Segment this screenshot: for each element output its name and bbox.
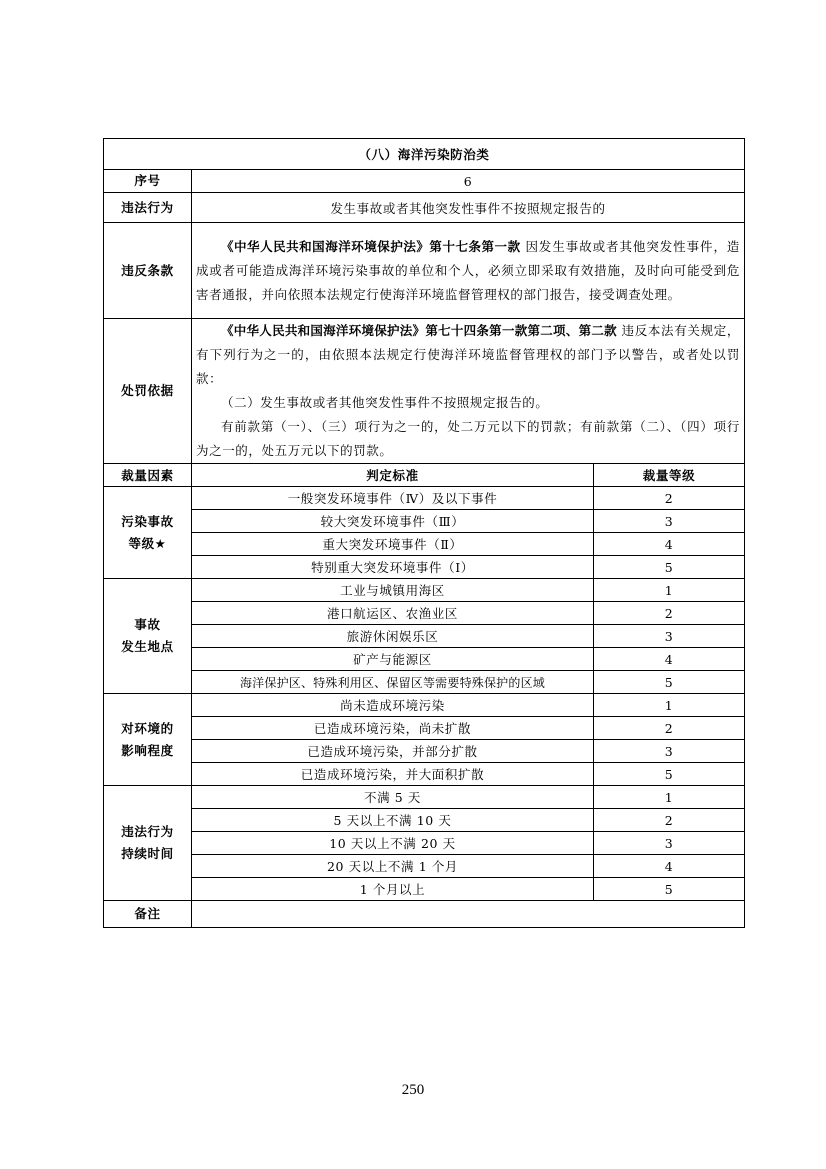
- level-cell: 3: [594, 740, 745, 763]
- criterion-cell: 旅游休闲娱乐区: [192, 625, 594, 648]
- article-text: 因发生事故或者其他突发性事件，造成或者可能造成海洋环境污染事故的单位和个人，必须立即采取有效措施，及时向可能受到危害者通报，并向依照本法规定行使海洋环境监督管理权的部门报告，接受调查处理。: [196, 238, 740, 302]
- table-row: [104, 740, 745, 763]
- level-cell: 2: [594, 602, 745, 625]
- level-cell: 1: [594, 694, 745, 717]
- violation-label: 违法行为: [104, 193, 192, 223]
- level-cell: 4: [594, 533, 745, 556]
- article-content: [192, 223, 745, 319]
- remark-label: 备注: [104, 901, 192, 928]
- level-cell: 4: [594, 648, 745, 671]
- factor-label: 事故 发生地点: [104, 579, 192, 694]
- table-row: [104, 763, 745, 786]
- factor-label: 对环境的 影响程度: [104, 694, 192, 786]
- criterion-cell: 特别重大突发环境事件（Ⅰ）: [192, 556, 594, 579]
- level-cell: 5: [594, 556, 745, 579]
- criterion-cell: 已造成环境污染，尚未扩散: [192, 717, 594, 740]
- table-row: [104, 510, 745, 533]
- criterion-cell: 20 天以上不满 1 个月: [192, 855, 594, 878]
- table-row: [104, 487, 745, 510]
- level-cell: 1: [594, 786, 745, 809]
- criterion-cell: 尚未造成环境污染: [192, 694, 594, 717]
- criterion-cell: 不满 5 天: [192, 786, 594, 809]
- level-cell: 2: [594, 487, 745, 510]
- level-cell: 5: [594, 763, 745, 786]
- serial-value: 6: [192, 170, 745, 193]
- level-cell: 4: [594, 855, 745, 878]
- table-row: [104, 579, 745, 602]
- factor-label: 污染事故 等级★: [104, 487, 192, 579]
- header-standard: 判定标准: [192, 464, 594, 487]
- penalty-item: （二）发生事故或者其他突发性事件不按照规定报告的。: [221, 395, 549, 410]
- page-number: 250: [401, 1082, 425, 1098]
- criterion-cell: 一般突发环境事件（Ⅳ）及以下事件: [192, 487, 594, 510]
- table-row: [104, 878, 745, 901]
- level-cell: 5: [594, 878, 745, 901]
- remark-value: [192, 901, 745, 928]
- level-cell: 3: [594, 510, 745, 533]
- table-row: [104, 671, 745, 694]
- table-row: [104, 533, 745, 556]
- criterion-cell: 海洋保护区、特殊利用区、保留区等需要特殊保护的区域: [192, 671, 594, 694]
- table-row: [104, 556, 745, 579]
- criterion-cell: 工业与城镇用海区: [192, 579, 594, 602]
- criterion-cell: 已造成环境污染，并部分扩散: [192, 740, 594, 763]
- table-row: [104, 855, 745, 878]
- level-cell: 3: [594, 832, 745, 855]
- table-row: [104, 717, 745, 740]
- level-cell: 2: [594, 717, 745, 740]
- table-title: （八）海洋污染防治类: [104, 139, 745, 170]
- criterion-cell: 10 天以上不满 20 天: [192, 832, 594, 855]
- criterion-cell: 较大突发环境事件（Ⅲ）: [192, 510, 594, 533]
- penalty-text: 违反本法有关规定，有下列行为之一的，由依照本法规定行使海洋环境监督管理权的部门予以警告，或者处以罚款：: [196, 323, 741, 386]
- level-cell: 3: [594, 625, 745, 648]
- level-cell: 2: [594, 809, 745, 832]
- table-row: [104, 694, 745, 717]
- penalty-fine: 有前款第（一）、（三）项行为之一的，处二万元以下的罚款；有前款第（二）、（四）项行为之一的，处五万元以下的罚款。: [196, 419, 740, 458]
- penalty-citation: 《中华人民共和国海洋环境保护法》第七十四条第一款第二项、第二款: [221, 323, 617, 338]
- table-row: [104, 648, 745, 671]
- table-row: [104, 786, 745, 809]
- criterion-cell: 重大突发环境事件（Ⅱ）: [192, 533, 594, 556]
- header-level: 裁量等级: [594, 464, 745, 487]
- table-row: [104, 602, 745, 625]
- criterion-cell: 1 个月以上: [192, 878, 594, 901]
- serial-label: 序号: [104, 170, 192, 193]
- penalty-content: [192, 319, 745, 464]
- penalty-label: 处罚依据: [104, 319, 192, 464]
- table-row: [104, 832, 745, 855]
- table-row: [104, 809, 745, 832]
- article-label: 违反条款: [104, 223, 192, 319]
- criterion-cell: 5 天以上不满 10 天: [192, 809, 594, 832]
- violation-value: 发生事故或者其他突发性事件不按照规定报告的: [192, 193, 745, 223]
- penalty-discretion-table: [103, 138, 745, 928]
- article-citation: 《中华人民共和国海洋环境保护法》第十七条第一款: [221, 238, 521, 254]
- header-factor: 裁量因素: [104, 464, 192, 487]
- table-row: [104, 625, 745, 648]
- level-cell: 1: [594, 579, 745, 602]
- level-cell: 5: [594, 671, 745, 694]
- criterion-cell: 已造成环境污染，并大面积扩散: [192, 763, 594, 786]
- criterion-cell: 矿产与能源区: [192, 648, 594, 671]
- criterion-cell: 港口航运区、农渔业区: [192, 602, 594, 625]
- factor-label: 违法行为 持续时间: [104, 786, 192, 901]
